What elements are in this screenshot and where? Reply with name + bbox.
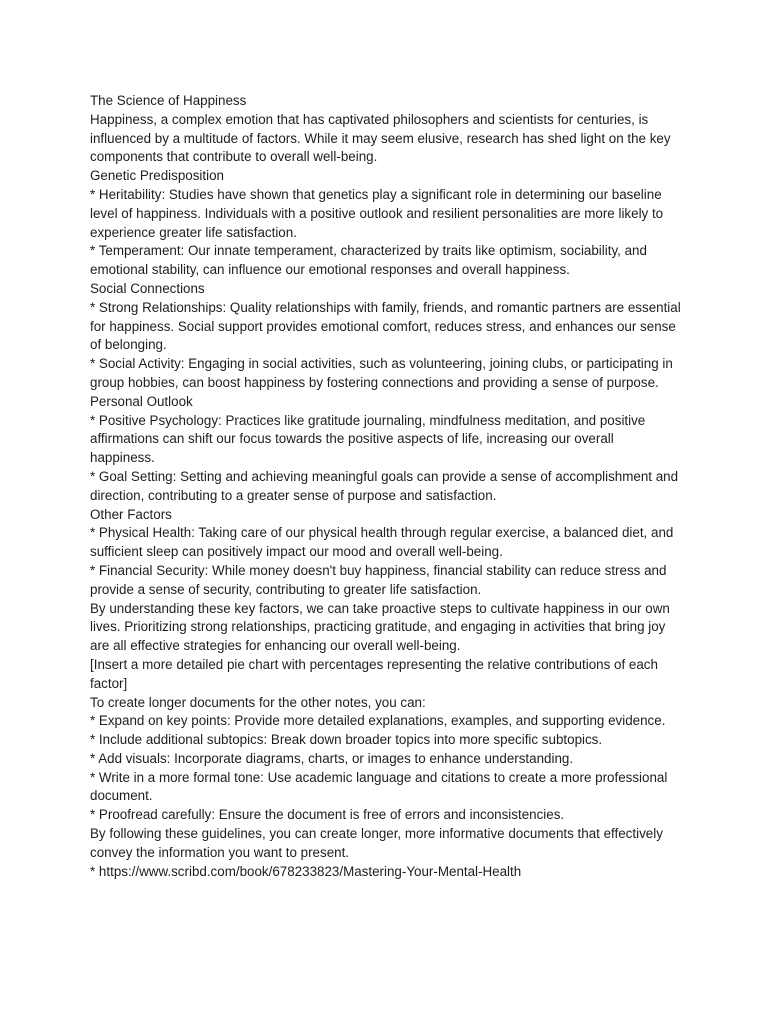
section-heading-outlook: Personal Outlook [90, 393, 193, 409]
closing-paragraph: By following these guidelines, you can create longer, more informative documents that effectively convey the information you want to present. [90, 826, 663, 860]
bullet-positive-psychology: * Positive Psychology: Practices like gratitude journaling, mindfulness meditation, and positive affirmations can shift our focus towards the positive aspects of life, increasing our overall happiness. [90, 412, 646, 466]
reference-link[interactable]: * https://www.scribd.com/book/678233823/Mastering-Your-Mental-Health [90, 863, 522, 879]
section-heading-other: Other Factors [90, 506, 172, 522]
section-heading-social: Social Connections [90, 280, 205, 296]
tips-intro: To create longer documents for the other notes, you can: [90, 694, 426, 710]
bullet-temperament: * Temperament: Our innate temperament, characterized by traits like optimism, sociability, and emotional stability, can influence our emotional responses and overall happiness. [90, 243, 647, 278]
tip-subtopics: * Include additional subtopics: Break down broader topics into more specific subtopics. [90, 732, 603, 748]
bullet-goal-setting: * Goal Setting: Setting and achieving meaningful goals can provide a sense of accomplishment and direction, contributing to a greater sense of purpose and satisfaction. [90, 468, 679, 503]
tip-proofread: * Proofread carefully: Ensure the document is free of errors and inconsistencies. [90, 807, 565, 823]
bullet-social-activity: * Social Activity: Engaging in social activities, such as volunteering, joining clubs, or participating in group hobbies, can boost happiness by fostering connections and providing a sense of purpose. [90, 356, 673, 390]
bullet-financial-security: * Financial Security: While money doesn't buy happiness, financial stability can reduce stress and provide a sense of security, contributing to greater life satisfaction. [90, 562, 667, 597]
tip-formal-tone: * Write in a more formal tone: Use academic language and citations to create a more professional document. [90, 769, 668, 804]
tip-visuals: * Add visuals: Incorporate diagrams, charts, or images to enhance understanding. [90, 750, 574, 766]
bullet-strong-relationships: * Strong Relationships: Quality relationships with family, friends, and romantic partners are essential for happiness. Social support provides emotional comfort, reduces stress, and enhances our sense of belonging. [90, 299, 681, 353]
document-page [90, 92, 682, 881]
conclusion-paragraph: By understanding these key factors, we can take proactive steps to cultivate happiness in our own lives. Prioritizing strong relationships, practicing gratitude, and engaging in activities that bring joy are all effective strategies for enhancing our overall well-being. [90, 600, 670, 654]
bullet-physical-health: * Physical Health: Taking care of our physical health through regular exercise, a balanced diet, and sufficient sleep can positively impact our mood and overall well-being. [90, 525, 674, 560]
document-title: The Science of Happiness [90, 93, 247, 108]
bullet-heritability: * Heritability: Studies have shown that genetics play a significant role in determining our baseline level of happiness. Individuals with a positive outlook and resilient personalities are more likely to experience greater life satisfaction. [90, 186, 664, 240]
intro-paragraph: Happiness, a complex emotion that has captivated philosophers and scientists for centuries, is influenced by a multitude of factors. While it may seem elusive, research has shed light on the key components that contribute to overall well-being. [90, 111, 671, 165]
tip-expand: * Expand on key points: Provide more detailed explanations, examples, and supporting evidence. [90, 713, 666, 729]
section-heading-genetic: Genetic Predisposition [90, 168, 224, 184]
placeholder-note: [Insert a more detailed pie chart with percentages representing the relative contributions of each factor] [90, 656, 658, 691]
